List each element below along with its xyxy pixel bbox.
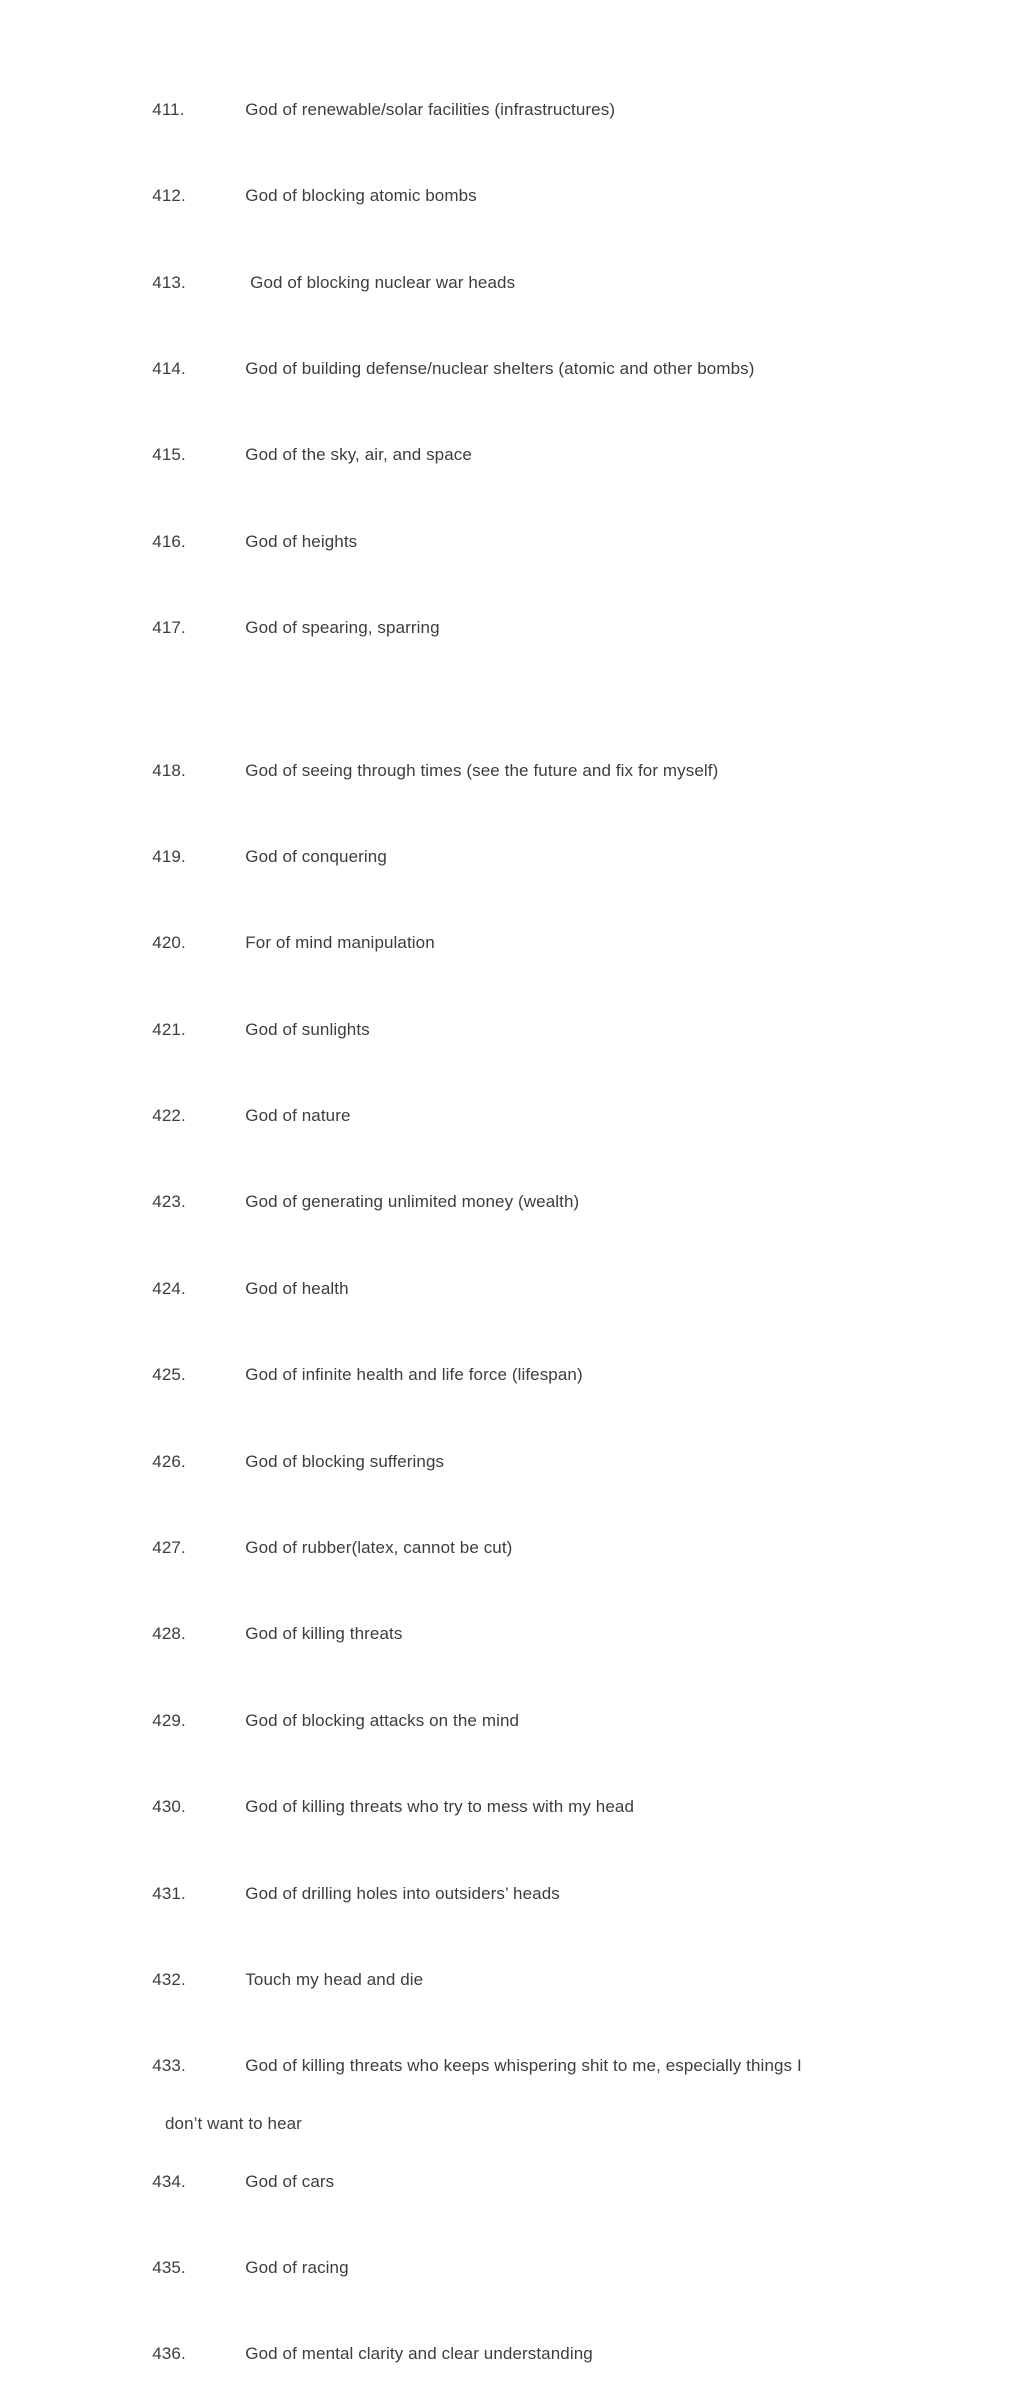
list-item bbox=[0, 1592, 1024, 1678]
list-item-number: 434. bbox=[152, 2171, 186, 2191]
list-item-number: 432. bbox=[152, 1970, 186, 1989]
list-item-text: God of blocking attacks on the mind bbox=[245, 1710, 520, 1730]
list-item-text: God of renewable/solar facilities (infrastructures) bbox=[245, 99, 616, 119]
list-item bbox=[0, 1678, 1024, 1764]
numbered-list bbox=[0, 67, 1024, 2398]
list-item-number: 423. bbox=[152, 1192, 186, 1212]
list-item bbox=[0, 1332, 1024, 1418]
list-item-number: 419. bbox=[152, 846, 186, 866]
list-item bbox=[0, 326, 1024, 412]
list-item-text: God of killing threats bbox=[245, 1624, 403, 1644]
list-item bbox=[0, 1419, 1024, 1505]
list-item-number: 421. bbox=[152, 1019, 186, 1039]
list-item bbox=[0, 2139, 1024, 2225]
list-item-text: Touch my head and die bbox=[245, 1970, 424, 1989]
list-item-number: 412. bbox=[152, 186, 186, 206]
list-item-text: For of mind manipulation bbox=[245, 933, 435, 953]
list-item-number: 417. bbox=[152, 618, 186, 638]
list-item bbox=[0, 814, 1024, 900]
list-item bbox=[0, 1160, 1024, 1246]
list-item-text: God of cars bbox=[245, 2171, 335, 2191]
list-item bbox=[0, 728, 1024, 814]
list-item-number: 431. bbox=[152, 1883, 186, 1903]
list-item-number: 435. bbox=[152, 2257, 186, 2277]
list-item-text: God of killing threats who keeps whispering shit to me, especially things I bbox=[245, 2056, 802, 2076]
list-item-number: 414. bbox=[152, 358, 186, 378]
list-item-number: 420. bbox=[152, 933, 186, 953]
list-item-number: 433. bbox=[152, 2056, 186, 2076]
list-item-text: God of blocking atomic bombs bbox=[245, 186, 477, 206]
list-item bbox=[0, 240, 1024, 326]
list-item-number: 436. bbox=[152, 2344, 186, 2364]
list-item-continuation: don’t want to hear bbox=[165, 2113, 302, 2133]
list-item-text: God of blocking sufferings bbox=[245, 1451, 445, 1471]
list-item bbox=[0, 585, 1024, 671]
list-item bbox=[0, 1505, 1024, 1591]
list-item bbox=[0, 1764, 1024, 1850]
list-item bbox=[0, 901, 1024, 987]
list-item bbox=[0, 1246, 1024, 1332]
list-item bbox=[0, 67, 1024, 153]
list-item-text: God of health bbox=[245, 1278, 349, 1298]
list-item bbox=[0, 1073, 1024, 1159]
list-item-text: God of infinite health and life force (lifespan) bbox=[245, 1365, 583, 1385]
list-section bbox=[0, 67, 1024, 672]
list-item bbox=[0, 153, 1024, 239]
list-item-text: God of spearing, sparring bbox=[245, 618, 440, 638]
list-item-text: God of racing bbox=[245, 2257, 349, 2277]
list-item-number: 424. bbox=[152, 1278, 186, 1298]
list-item-number: 429. bbox=[152, 1710, 186, 1730]
list-item-text: God of blocking nuclear war heads bbox=[245, 272, 516, 292]
list-section bbox=[0, 728, 1024, 2398]
list-item-number: 413. bbox=[152, 272, 186, 292]
list-item-text: God of rubber(latex, cannot be cut) bbox=[245, 1538, 513, 1558]
list-item-text: God of killing threats who try to mess with my head bbox=[245, 1797, 635, 1817]
list-item-number: 428. bbox=[152, 1624, 186, 1644]
list-item bbox=[0, 2225, 1024, 2311]
list-item bbox=[0, 1851, 1024, 1937]
list-item-number: 422. bbox=[152, 1106, 186, 1126]
list-item-text: God of the sky, air, and space bbox=[245, 445, 472, 465]
list-item-number: 411. bbox=[152, 99, 185, 119]
list-item bbox=[0, 1937, 1024, 2023]
list-item-text: God of sunlights bbox=[245, 1019, 370, 1039]
list-item-number: 416. bbox=[152, 531, 186, 551]
list-item-number: 426. bbox=[152, 1451, 186, 1471]
list-item-number: 415. bbox=[152, 445, 186, 465]
list-item-text: God of heights bbox=[245, 531, 358, 551]
list-item-text: God of nature bbox=[245, 1106, 351, 1126]
list-item-text: God of seeing through times (see the future and fix for myself) bbox=[245, 760, 719, 780]
list-item bbox=[0, 499, 1024, 585]
list-item bbox=[0, 2312, 1024, 2398]
list-item-number: 427. bbox=[152, 1538, 186, 1558]
list-item-text: God of mental clarity and clear understanding bbox=[245, 2344, 593, 2364]
list-item-text: God of conquering bbox=[245, 846, 387, 866]
list-item-number: 418. bbox=[152, 760, 186, 780]
list-item-number: 425. bbox=[152, 1365, 186, 1385]
list-item bbox=[0, 987, 1024, 1073]
list-item-number: 430. bbox=[152, 1797, 186, 1817]
list-item-text: God of generating unlimited money (wealth) bbox=[245, 1192, 580, 1212]
list-item bbox=[0, 413, 1024, 499]
list-item-text: God of building defense/nuclear shelters (atomic and other bombs) bbox=[245, 358, 755, 378]
list-item bbox=[0, 2024, 1024, 2110]
list-item-text: God of drilling holes into outsiders’ heads bbox=[245, 1883, 560, 1903]
